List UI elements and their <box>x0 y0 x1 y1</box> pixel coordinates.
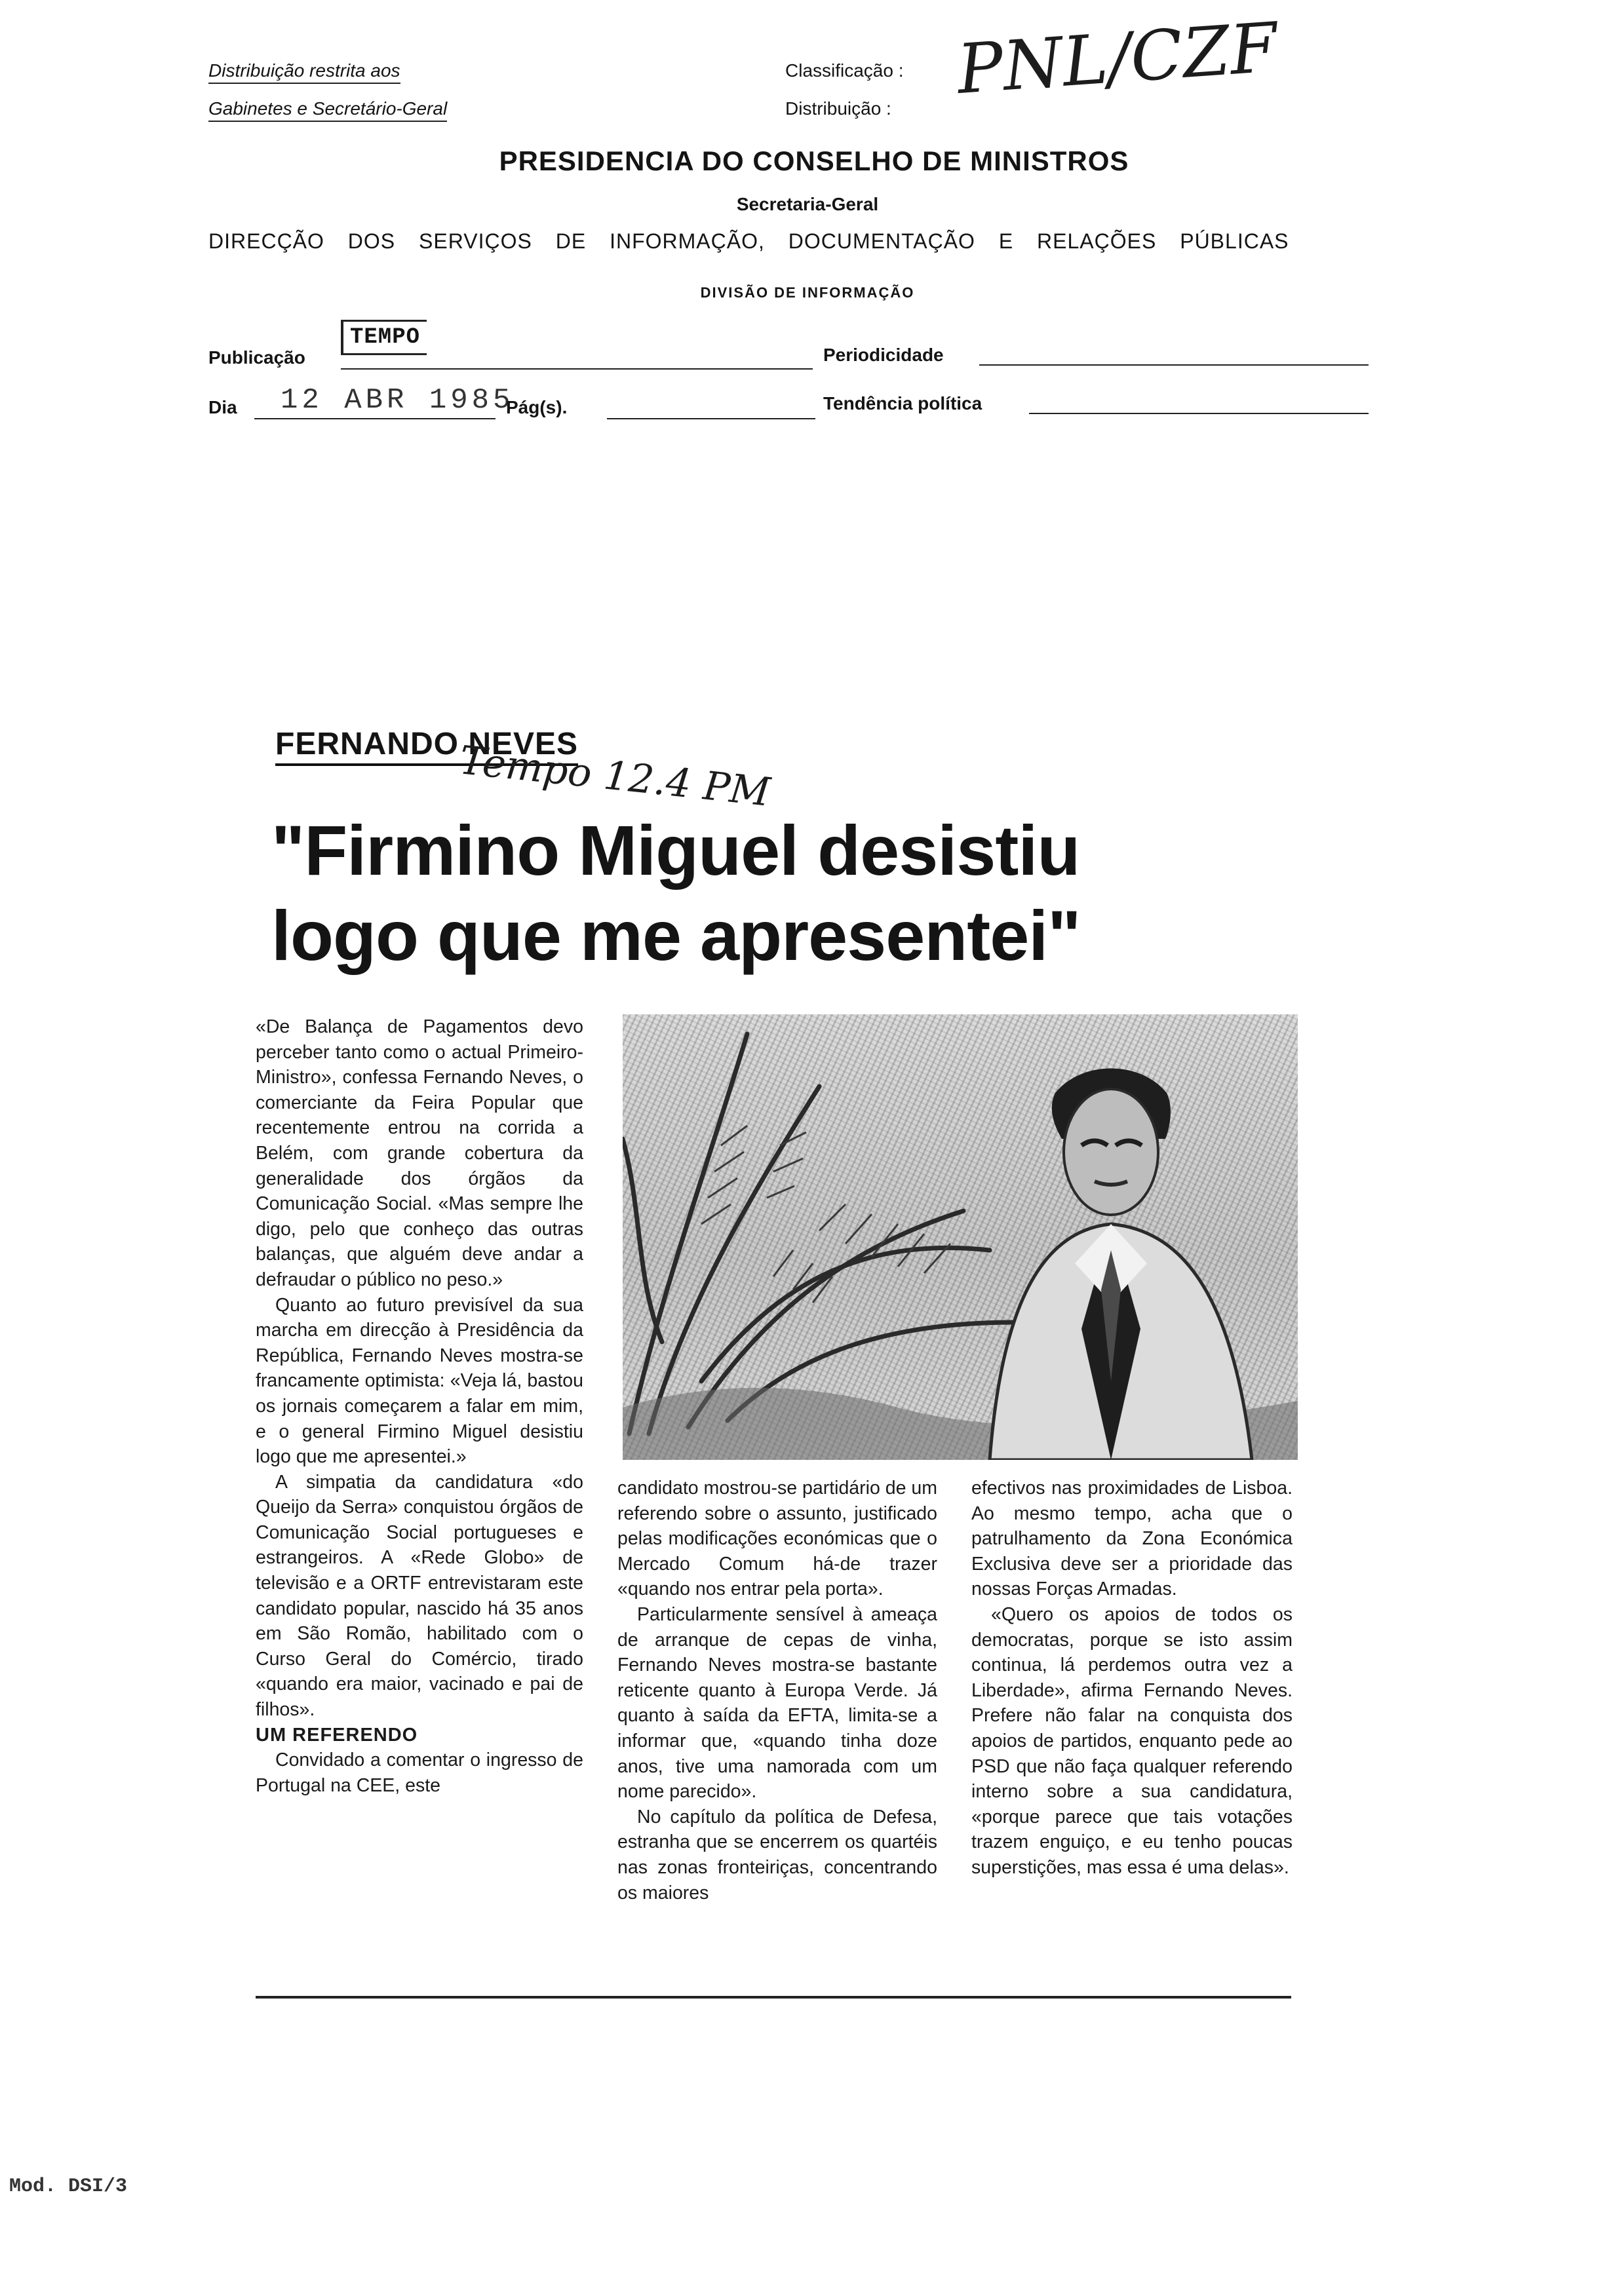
paragraph-futuro: Quanto ao futuro previsível da sua marcha em direcção à Presidência da República, Fernando Neves mostra-se francamente optimista: «Veja lá, bastou os jornais começarem a falar em mim, e o general Firmino Miguel desistiu logo que me apresentei.» <box>256 1294 583 1468</box>
classificacao-label: Classificação : <box>785 60 904 81</box>
subheading-referendo: UM REFERENDO <box>256 1724 418 1746</box>
ministry-title: PRESIDENCIA DO CONSELHO DE MINISTROS <box>499 145 1129 176</box>
directorate-title: DIRECÇÃO DOS SERVIÇOS DE INFORMAÇÃO, DOCUMENTAÇÃO E RELAÇÕES PÚBLICAS <box>208 229 1289 253</box>
publication-stamp: TEMPO <box>341 320 427 355</box>
publicacao-underline <box>341 368 813 370</box>
date-stamp: 12 ABR 1985 <box>281 384 515 417</box>
candidate-photo <box>623 1014 1298 1460</box>
dia-underline <box>254 418 496 419</box>
paragraph-apoios: «Quero os apoios de todos os democratas, porque se isto assim continua, lá perdemos outra vez a Liberdade», afirma Fernando Neves. Prefere não falar na conquista dos apoios de partidos, enquanto pede ao PSD que não faça qualquer referendo interno sobre a sua candidatura, «porque parece que tais votações trazem enguiço, e eu tenho poucas superstições, mas essa é uma delas». <box>971 1603 1293 1878</box>
article-column-3 <box>971 1476 1293 1881</box>
handwritten-clipping-note: Tempo 12.4 PM <box>457 737 773 816</box>
handwritten-classification-code: PNL/CZF <box>954 7 1280 109</box>
palm-fronds-icon <box>623 1034 1016 1434</box>
tendencia-label: Tendência política <box>823 393 983 413</box>
paragraph-efectivos: efectivos nas proximidades de Lisboa. Ao mesmo tempo, acha que o patrulhamento da Zona Económica Exclusiva deve ser a prioridade das nossas Forças Armadas. <box>971 1478 1293 1600</box>
man-portrait-icon <box>990 1069 1252 1461</box>
pags-underline <box>607 418 815 419</box>
secretariat-title: Secretaria-Geral <box>736 194 879 214</box>
article-column-2 <box>617 1476 937 1905</box>
pags-label: Pág(s). <box>506 397 568 417</box>
publicacao-label: Publicação <box>208 347 305 368</box>
periodicidade-underline <box>979 364 1369 366</box>
paragraph-candidato: candidato mostrou-se partidário de um referendo sobre o assunto, justificado pelas modificações económicas que o Mercado Comum há-de trazer «quando nos entrar pela porta». <box>617 1478 937 1600</box>
photo-illustration <box>623 1014 1298 1460</box>
distribuicao-label: Distribuição : <box>785 98 891 119</box>
paragraph-simpatia: A simpatia da candidatura «do Queijo da Serra» conquistou órgãos de Comunicação Social portugueses e estrangeiros. A «Rede Globo» de televisão e a ORTF entrevistaram este candidato popular, nascido há 35 anos em São Romão, habilitado com o Curso Geral do Comércio, tirado «quando era maior, vacinado e pai de filhos». <box>256 1471 583 1721</box>
periodicidade-label: Periodicidade <box>823 345 944 365</box>
dia-label: Dia <box>208 397 237 417</box>
distribution-restriction-line2: Gabinetes e Secretário-Geral <box>208 98 447 122</box>
paragraph-sensivel: Particularmente sensível à ameaça de arranque de cepas de vinha, Fernando Neves mostra-se bastante reticente quanto à Europa Verde. Já quanto à saída da EFTA, limita-se a informar que, «quando tinha doze anos, tive uma namorada com um nome parecido». <box>617 1603 937 1803</box>
paragraph-convidado: Convidado a comentar o ingresso de Portugal na CEE, este <box>256 1750 583 1796</box>
tendencia-underline <box>1029 413 1369 414</box>
headline-line-2: logo que me apresentei" <box>271 896 1081 975</box>
paragraph-defesa: No capítulo da política de Defesa, estranha que se encerrem os quartéis nas zonas fronteiriças, concentrando os maiores <box>617 1806 937 1904</box>
distribution-restriction-line1: Distribuição restrita aos <box>208 60 400 84</box>
article-column-1 <box>256 1014 583 1798</box>
form-code-footer: Mod. DSI/3 <box>9 2175 128 2198</box>
headline-line-1: "Firmino Miguel desistiu <box>271 811 1080 890</box>
article-bottom-rule <box>256 1996 1291 1999</box>
division-title: DIVISÃO DE INFORMAÇÃO <box>700 284 915 301</box>
article-byline: FERNANDO NEVES <box>275 726 578 766</box>
paragraph-balanca: «De Balança de Pagamentos devo perceber tanto como o actual Primeiro-Ministro», confessa Fernando Neves, o comerciante da Feira Popular que recentemente entrou na corrida a Belém, com grande cobertura da generalidade dos órgãos da Comunicação Social. «Mas sempre lhe digo, pelo que conheço das outras balanças, que alguém deve andar a defraudar o público no peso.» <box>256 1016 583 1290</box>
